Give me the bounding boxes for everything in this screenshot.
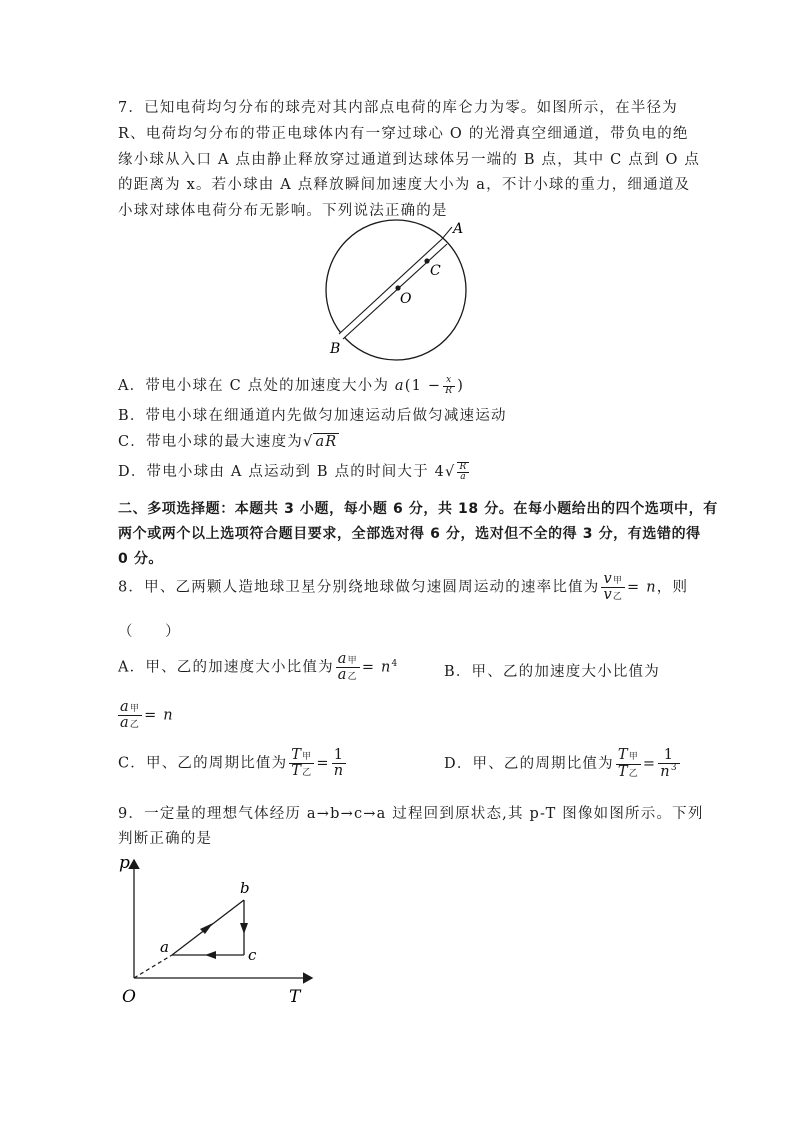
q8-stem <box>118 572 688 603</box>
label-o: O <box>400 291 412 307</box>
center-point-o <box>395 285 400 290</box>
option-d-radical: √ <box>445 464 456 480</box>
q8-yi-sub: 乙 <box>612 592 624 603</box>
q8-b-yi: 乙 <box>129 720 141 731</box>
q7-option-a <box>118 374 464 396</box>
q8-d-t-den: T <box>617 763 629 780</box>
q8-c-t-den: T <box>291 763 303 780</box>
q8-c-one: 1 <box>332 748 347 764</box>
q7-option-d <box>118 460 471 482</box>
q7-option-b: B．带电小球在细通道内先做匀加速运动后做匀减速运动 <box>118 408 507 424</box>
q8-c-eq: = <box>316 755 330 772</box>
q8-option-c-text: C．甲、乙的周期比值为 <box>118 755 288 772</box>
graph-label-o: O <box>122 987 136 1007</box>
graph-label-t: T <box>289 987 301 1007</box>
section2-line-2: 两个或两个以上选项符合题目要求，全部选对得 6 分，选对但不全的得 3 分，有选错的得 <box>118 526 701 542</box>
option-a-r: R <box>445 385 454 396</box>
q8-option-c <box>118 748 348 779</box>
q8-stem-text: 8．甲、乙两颗人造地球卫星分别绕地球做匀速圆周运动的速率比值为 <box>118 579 600 596</box>
q8-d-eq: = <box>642 756 657 773</box>
q8-jia-sub: 甲 <box>612 576 624 586</box>
option-c-text: C．带电小球的最大速度为 <box>118 434 303 450</box>
q8-option-a <box>118 652 398 683</box>
q7-line-4: 的距离为 x。若小球由 A 点释放瞬间加速度大小为 a，不计小球的重力，细通道及 <box>118 177 691 193</box>
q8-v-den: v <box>603 587 613 604</box>
option-c-radical: √ <box>303 434 314 450</box>
option-c-sqrt-expr: aR <box>315 434 338 450</box>
option-d-r: R <box>459 461 468 472</box>
q8-a-rhs: = n <box>361 659 392 676</box>
q8-option-a-text: A．甲、乙的加速度大小比值为 <box>118 659 334 676</box>
channel-wall-top <box>339 239 442 334</box>
q8-a-jia: 甲 <box>347 656 358 666</box>
q8-ze: ，则 <box>656 579 689 596</box>
option-a-one: (1 − <box>404 378 442 394</box>
q8-c-t-num: T <box>291 747 303 763</box>
option-a-text: A．带电小球在 C 点处的加速度大小为 <box>118 378 395 394</box>
q7-line-3: 缘小球从入口 A 点由静止释放穿过通道到达球体另一端的 B 点，其中 C 点到 O 点 <box>118 152 701 168</box>
q8-option-d-text: D．甲、乙的周期比值为 <box>444 756 614 773</box>
label-b: B <box>330 341 341 357</box>
option-a-a: a <box>394 378 405 394</box>
q8-option-b-formula <box>118 700 174 731</box>
q8-option-b: B．甲、乙的加速度大小比值为 <box>444 664 660 680</box>
option-a-close: ) <box>457 378 465 394</box>
q8-d-jia: 甲 <box>628 752 639 763</box>
graph-label-b: b <box>240 879 250 897</box>
q7-sphere-figure <box>310 215 490 365</box>
q8-b-a-num: a <box>120 699 130 715</box>
graph-label-a: a <box>160 938 169 956</box>
label-a: A <box>453 221 464 237</box>
graph-label-p: p <box>119 853 130 873</box>
q8-a-exp: 4 <box>391 658 399 669</box>
label-c: C <box>430 263 441 279</box>
channel-wall-bottom <box>343 244 447 339</box>
q7-option-c <box>118 430 339 451</box>
q8-option-d <box>444 748 682 780</box>
q8-a-yi: 乙 <box>347 672 358 683</box>
section2-line-3: 0 分。 <box>118 551 164 567</box>
arrow-b-c-icon <box>240 923 248 934</box>
q8-c-jia: 甲 <box>302 752 313 762</box>
q8-c-n: n <box>333 763 345 780</box>
q8-b-rhs: = n <box>144 707 174 724</box>
q8-d-exp: 3 <box>670 763 678 774</box>
option-a-x: x <box>443 376 455 386</box>
q8-c-yi: 乙 <box>302 768 313 779</box>
arrow-c-a-icon <box>205 951 216 959</box>
q8-d-yi: 乙 <box>628 768 639 779</box>
dashed-extension <box>134 955 172 978</box>
q9-pt-graph <box>112 848 322 1008</box>
q7-line-1: 7．已知电荷均匀分布的球壳对其内部点电荷的库仑力为零。如图所示，在半径为 <box>118 100 678 116</box>
option-d-a: a <box>460 472 467 482</box>
q9-line-2: 判断正确的是 <box>118 831 213 847</box>
q9-line-1: 9．一定量的理想气体经历 a→b→c→a 过程回到原状态,其 p-T 图像如图所示。下列 <box>118 806 704 822</box>
option-d-text: D．带电小球由 A 点运动到 B 点的时间大于 4 <box>118 464 446 480</box>
q8-a-a-den: a <box>337 667 348 684</box>
q8-d-n: n <box>660 764 671 781</box>
q7-line-5: 小球对球体电荷分布无影响。下列说法正确的是 <box>118 203 448 219</box>
q8-eq-n: = n <box>627 579 657 596</box>
q8-d-t-num: T <box>617 747 629 764</box>
graph-label-c: c <box>248 946 257 964</box>
q8-b-jia: 甲 <box>129 704 141 714</box>
q8-a-a-num: a <box>337 651 348 667</box>
q8-b-a-den: a <box>120 715 130 732</box>
q8-v-num: v <box>603 571 613 587</box>
q7-line-2: R、电荷均匀分布的带正电球体内有一穿过球心 O 的光滑真空细通道，带负电的绝 <box>118 126 689 142</box>
q8-paren: （ ） <box>118 624 181 640</box>
label-a-leader <box>442 227 452 239</box>
section2-line-1: 二、多项选择题：本题共 3 小题，每小题 6 分，共 18 分。在每小题给出的四个选项中，有 <box>118 501 718 517</box>
q8-d-one: 1 <box>658 748 679 764</box>
point-c <box>424 258 429 263</box>
channel-gap <box>340 241 444 337</box>
